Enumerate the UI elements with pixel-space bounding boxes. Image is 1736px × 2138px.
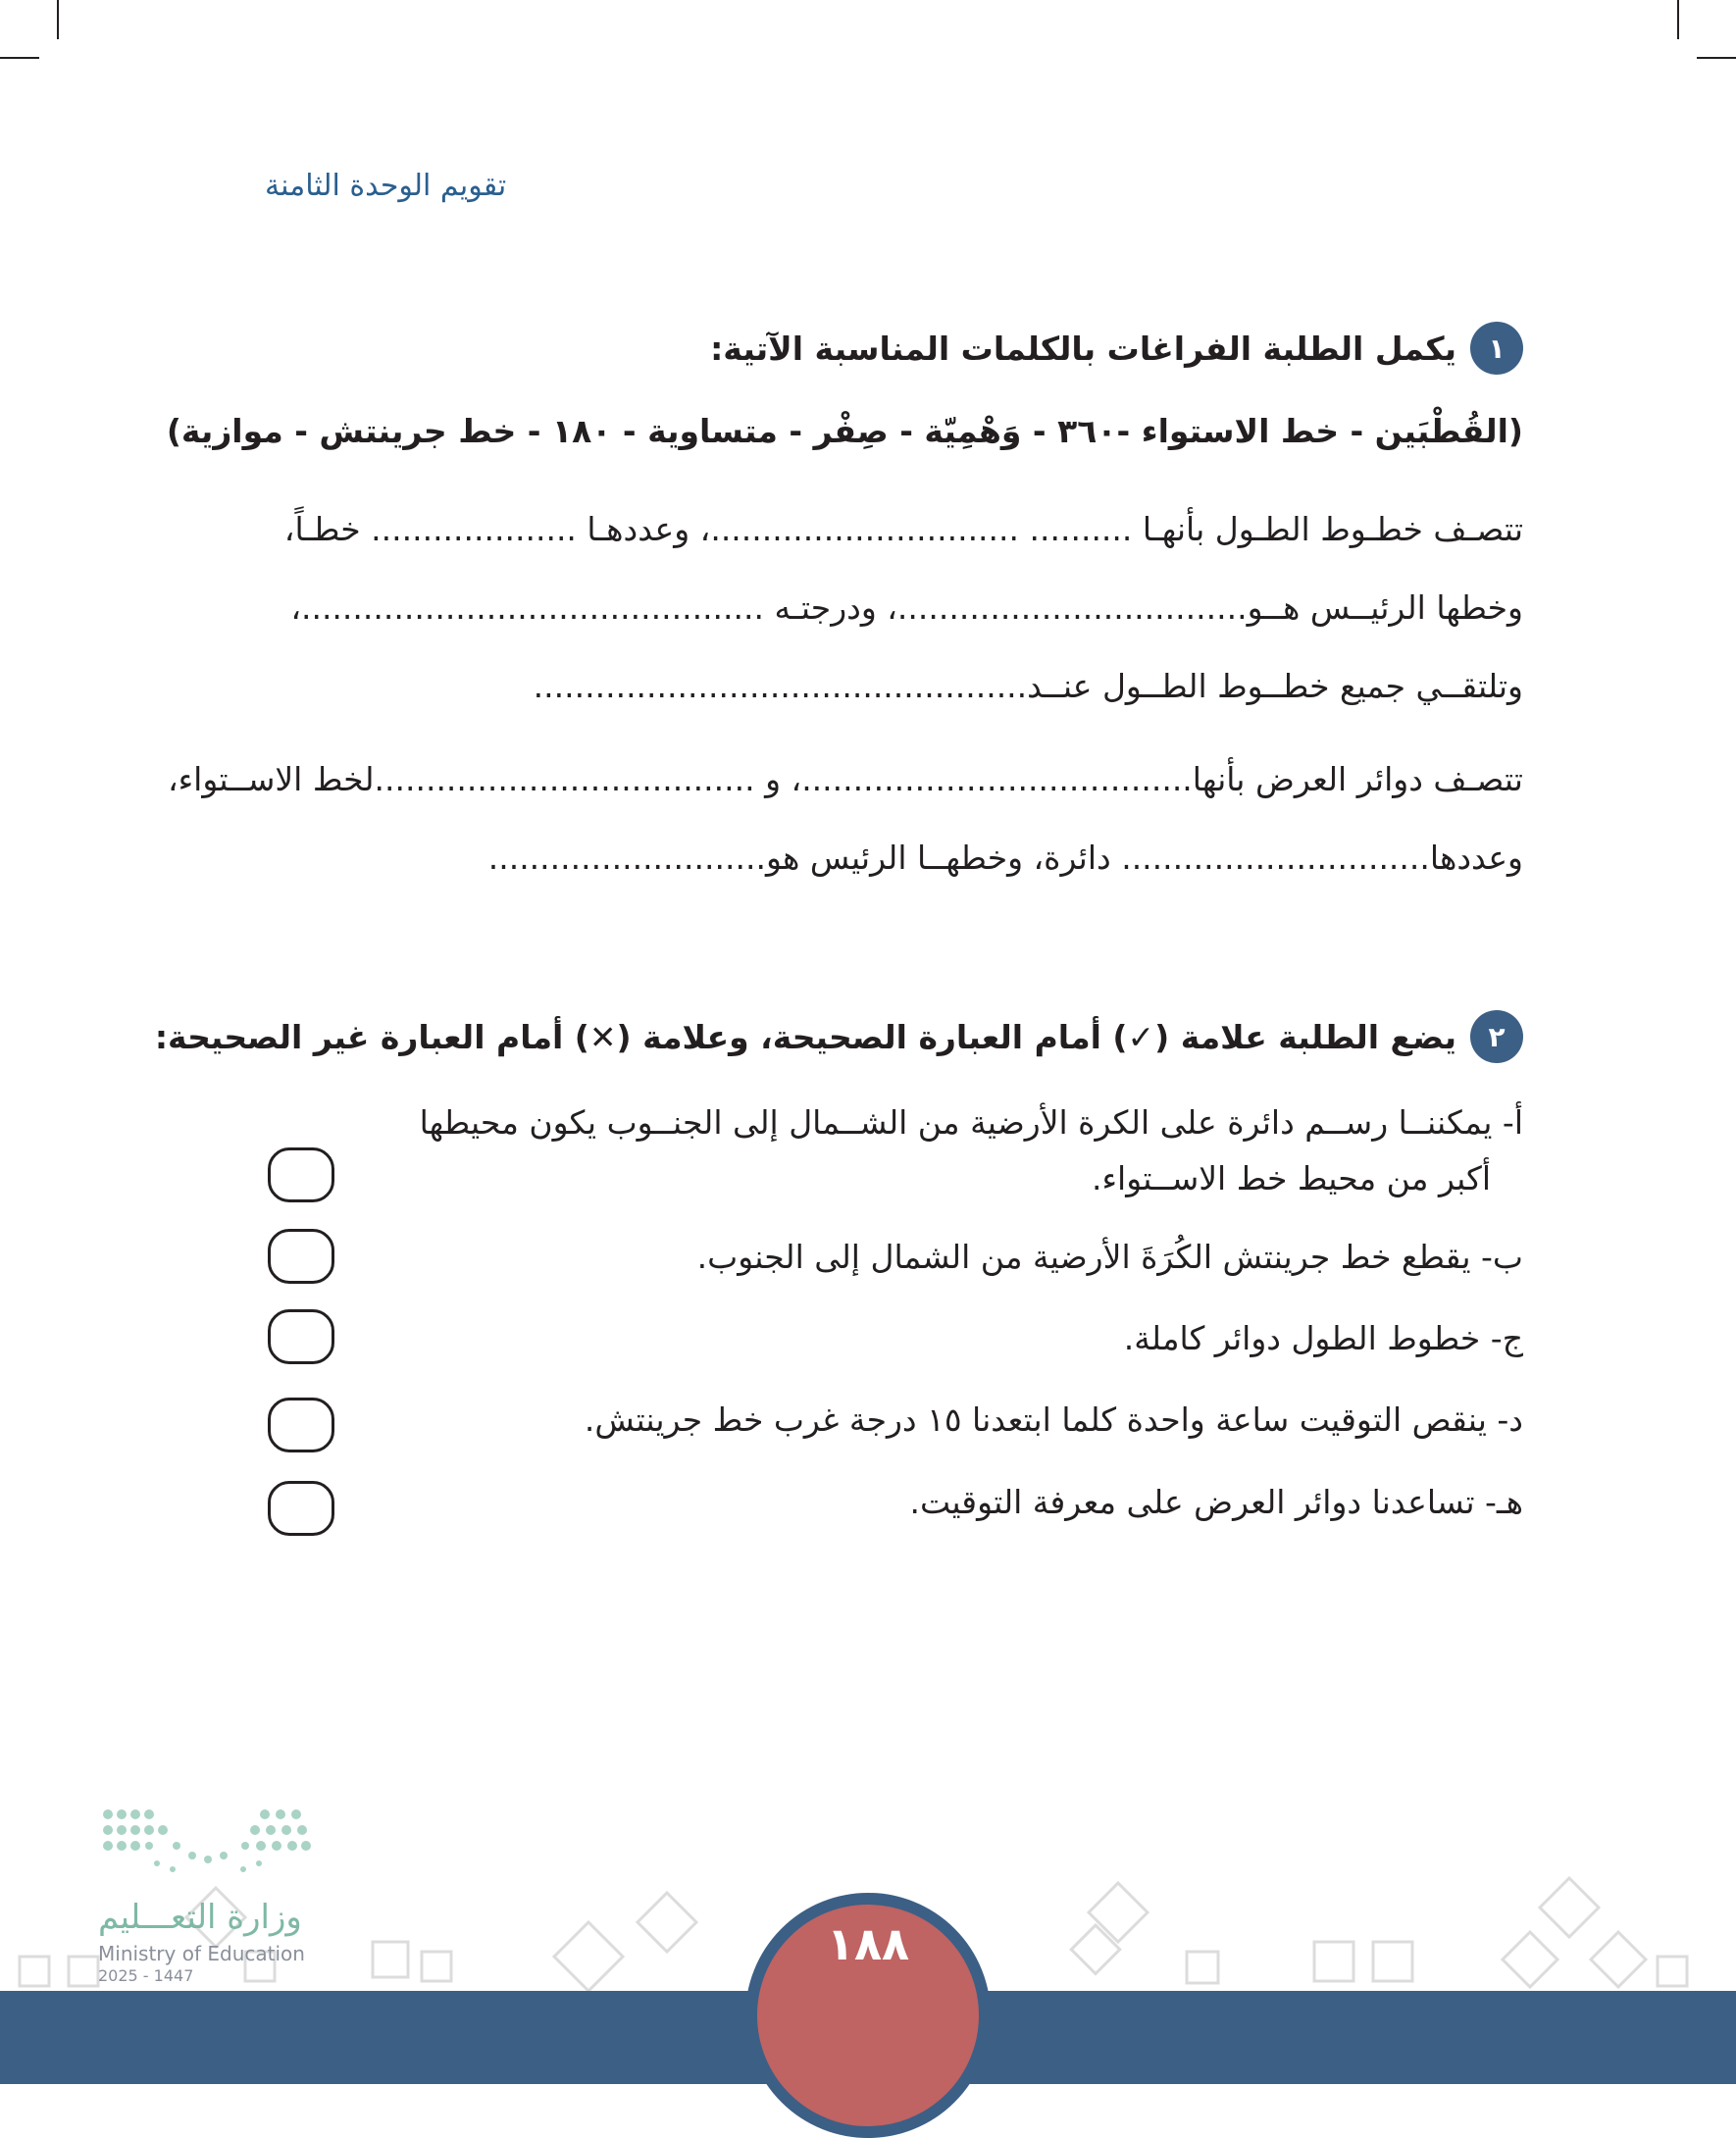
answer-box-b[interactable] (268, 1229, 334, 1284)
statement-a-continued: أكبر من محيط خط الاســتواء. (1092, 1159, 1491, 1197)
answer-box-c[interactable] (268, 1309, 334, 1364)
fill-blank-line: وعددها.............................. دائرة، وخطهــا الرئيس هو........................... (487, 839, 1523, 877)
edition-year: 2025 - 1447 (98, 1966, 194, 1985)
answer-box-a[interactable] (268, 1147, 334, 1202)
question-number-badge: ٢ (1470, 1010, 1523, 1063)
fill-blank-line: تتصـف خطـوط الطـول بأنهـا .......... ..............................، وعددهـا .................... خطـاً، (283, 510, 1523, 548)
crop-mark (1677, 0, 1679, 39)
statement-c: ج- خطوط الطول دوائر كاملة. (1123, 1319, 1523, 1357)
question-number-badge: ١ (1470, 322, 1523, 375)
statement-b: ب- يقطع خط جرينتش الكُرَةَ الأرضية من الشمال إلى الجنوب. (696, 1238, 1523, 1276)
ministry-logo-dots-icon (98, 1805, 314, 1898)
fill-blank-line: تتصـف دوائر العرض بأنها......................................، و .....................................لخط الاســتواء، (168, 760, 1523, 798)
statement-a: أ- يمكننــا رســم دائرة على الكرة الأرضية من الشــمال إلى الجنــوب يكون محيطها (419, 1103, 1523, 1142)
crop-mark (0, 57, 39, 59)
fill-blank-line: وتلتقــي جميع خطــوط الطــول عنــد................................................ (533, 667, 1523, 705)
statement-e: هـ- تساعدنا دوائر العرض على معرفة التوقيت. (909, 1483, 1523, 1521)
ministry-name-arabic: وزارة التعـــليم (98, 1898, 302, 1937)
page-header-title: تقويم الوحدة الثامنة (265, 169, 507, 203)
question-1-instruction: يكمل الطلبة الفراغات بالكلمات المناسبة الآتية: (710, 329, 1456, 368)
crop-mark (1697, 57, 1736, 59)
ministry-name-english: Ministry of Education (98, 1942, 305, 1965)
page-number: ١٨٨ (826, 1917, 910, 1970)
answer-box-e[interactable] (268, 1481, 334, 1536)
word-bank: (القُطْبَين - خط الاستواء -٣٦٠ - وَهْمِيّة - صِفْر - متساوية - ١٨٠ - خط جرينتش - موازية) (166, 412, 1523, 450)
statement-d: د- ينقص التوقيت ساعة واحدة كلما ابتعدنا ١٥ درجة غرب خط جرينتش. (584, 1400, 1523, 1439)
question-1-heading (710, 322, 1523, 375)
crop-mark (57, 0, 59, 39)
question-2-heading (155, 1010, 1523, 1063)
answer-box-d[interactable] (268, 1398, 334, 1452)
question-2-instruction: يضع الطلبة علامة (✓) أمام العبارة الصحيحة، وعلامة (✕) أمام العبارة غير الصحيحة: (154, 1017, 1456, 1056)
fill-blank-line: وخطها الرئيــس هــو..................................، ودرجتـه .............................................، (290, 588, 1523, 627)
